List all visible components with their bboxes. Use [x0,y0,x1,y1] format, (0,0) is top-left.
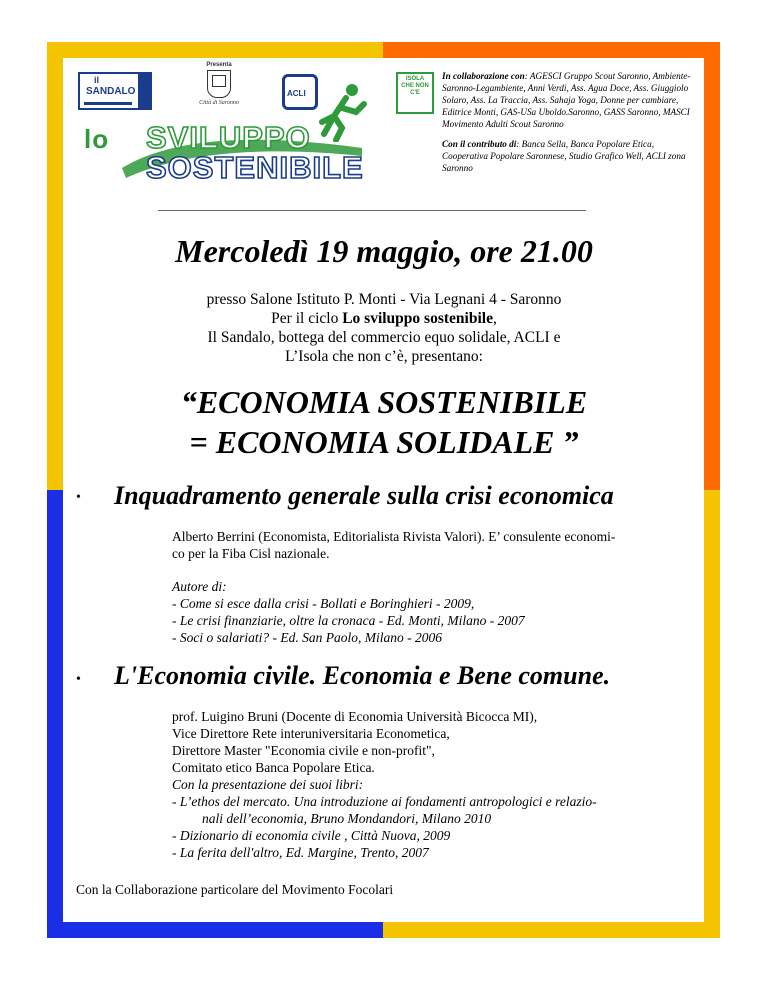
event-details [100,290,668,366]
section-1-book: - Come si esce dalla crisi - Bollati e Boringhieri - 2009, [172,596,475,611]
event-presenters-1: Il Sandalo, bottega del commercio equo solidale, ACLI e [207,329,561,346]
section-1-speaker [172,528,702,562]
event-cycle [100,309,668,328]
section-2-line: Comitato etico Banca Popolare Etica. [172,760,375,775]
comune-crest-logo [184,62,254,112]
section-1-book: - Le crisi finanziarie, oltre la cronaca - Ed. Monti, Milano - 2007 [172,613,525,628]
header-divider [158,210,586,211]
section-2-line: Direttore Master "Economia civile e non-profit", [172,743,435,758]
main-title [0,382,768,462]
contribution-paragraph [442,138,697,174]
section-1-speaker-line-1: Alberto Berrini (Economista, Editorialista Rivista Valori). E’ consulente economi- [172,529,616,544]
brand-sostenibile: SOSTENIBILE [146,150,364,185]
cycle-prefix: Per il ciclo [271,310,343,327]
comune-top-text: Presenta [206,62,232,68]
section-1-heading: Inquadramento generale sulla crisi economica [114,481,614,510]
event-presenters-2: L’Isola che non c’è, presentano: [285,348,483,365]
main-title-line-1: “ECONOMIA SOSTENIBILE [180,384,588,420]
contribution-text: : Banca Sella, Banca Popolare Etica, Cooperativa Popolare Saronnese, Studio Grafico Well, ACLI zona Saronno [442,139,686,173]
isola-logo [396,72,434,114]
bullet-icon: • [76,490,81,505]
frame-bottom-left [47,922,383,938]
section-1-speaker-line-2: co per la Fiba Cisl nazionale. [172,546,330,561]
cycle-name: Lo sviluppo sostenibile [342,310,493,327]
section-2-books-label: Con la presentazione dei suoi libri: [172,777,364,792]
section-2-book: - Dizionario di economia civile , Città Nuova, 2009 [172,828,451,843]
section-2-speaker [172,708,702,861]
section-1-books [172,578,702,646]
collaboration-label: In collaborazione con [442,71,525,81]
section-2-book-continued: nali dell’economia, Bruno Mondandori, Milano 2010 [202,811,492,826]
frame-right-lower [704,490,720,938]
sandalo-logo [78,72,152,110]
section-2-heading: L'Economia civile. Economia e Bene comune. [114,661,611,690]
frame-left-lower [47,490,63,938]
section-1-book: - Soci o salariati? - Ed. San Paolo, Milano - 2006 [172,630,442,645]
brand-sviluppo: SVILUPPO [146,120,311,155]
crest-icon [207,70,231,98]
section-2-line: Vice Direttore Rete interuniversitaria Econometica, [172,726,450,741]
acli-logo-text: ACLI [287,89,306,98]
sandalo-logo-line [84,102,132,105]
bullet-icon: • [76,672,81,687]
section-2-line: prof. Luigino Bruni (Docente di Economia Università Bicocca MI), [172,709,538,724]
collaboration-block [442,70,697,182]
section-2-book: - La ferita dell'altro, Ed. Margine, Trento, 2007 [172,845,429,860]
section-2-book: - L’ethos del mercato. Una introduzione ai fondamenti antropologici e relazio- [172,794,597,809]
contribution-label: Con il contributo di [442,139,517,149]
frame-top-right [383,42,720,58]
section-1-books-label: Autore di: [172,579,227,594]
runner-icon [312,82,372,142]
footer-note: Con la Collaborazione particolare del Movimento Focolari [76,882,394,897]
sandalo-logo-bar [138,74,150,108]
sandalo-logo-text-2: SANDALO [86,86,136,97]
frame-top-left [47,42,383,58]
main-title-line-2: = ECONOMIA SOLIDALE ” [189,424,579,460]
event-venue: presso Salone Istituto P. Monti - Via Legnani 4 - Saronno [206,291,562,308]
sandalo-logo-text-1: il [94,75,100,85]
event-date: Mercoledì 19 maggio, ore 21.00 [175,233,593,269]
frame-bottom-right [383,922,720,938]
brand-lo: lo [84,124,110,154]
comune-name: Città di Saronno [199,100,239,106]
cycle-suffix: , [492,310,497,327]
logo-banner [72,62,432,212]
isola-logo-text: ISOLA CHE NON C'E [401,76,429,96]
collaboration-paragraph [442,70,697,130]
collaboration-text: : AGESCI Gruppo Scout Saronno, Ambiente-Saronno-Legambiente, Anni Verdi, Ass. Agua Doce, Ass. Giuggiolo Solaro, Ass. La Traccia, Ass. Sahaja Yoga, Donne per cambiare, Editrice Monti, GAS-USa Uboldo.Saronno, GASS Saronno, MASCI Movimento Adulti Scout Saronno [442,71,691,129]
